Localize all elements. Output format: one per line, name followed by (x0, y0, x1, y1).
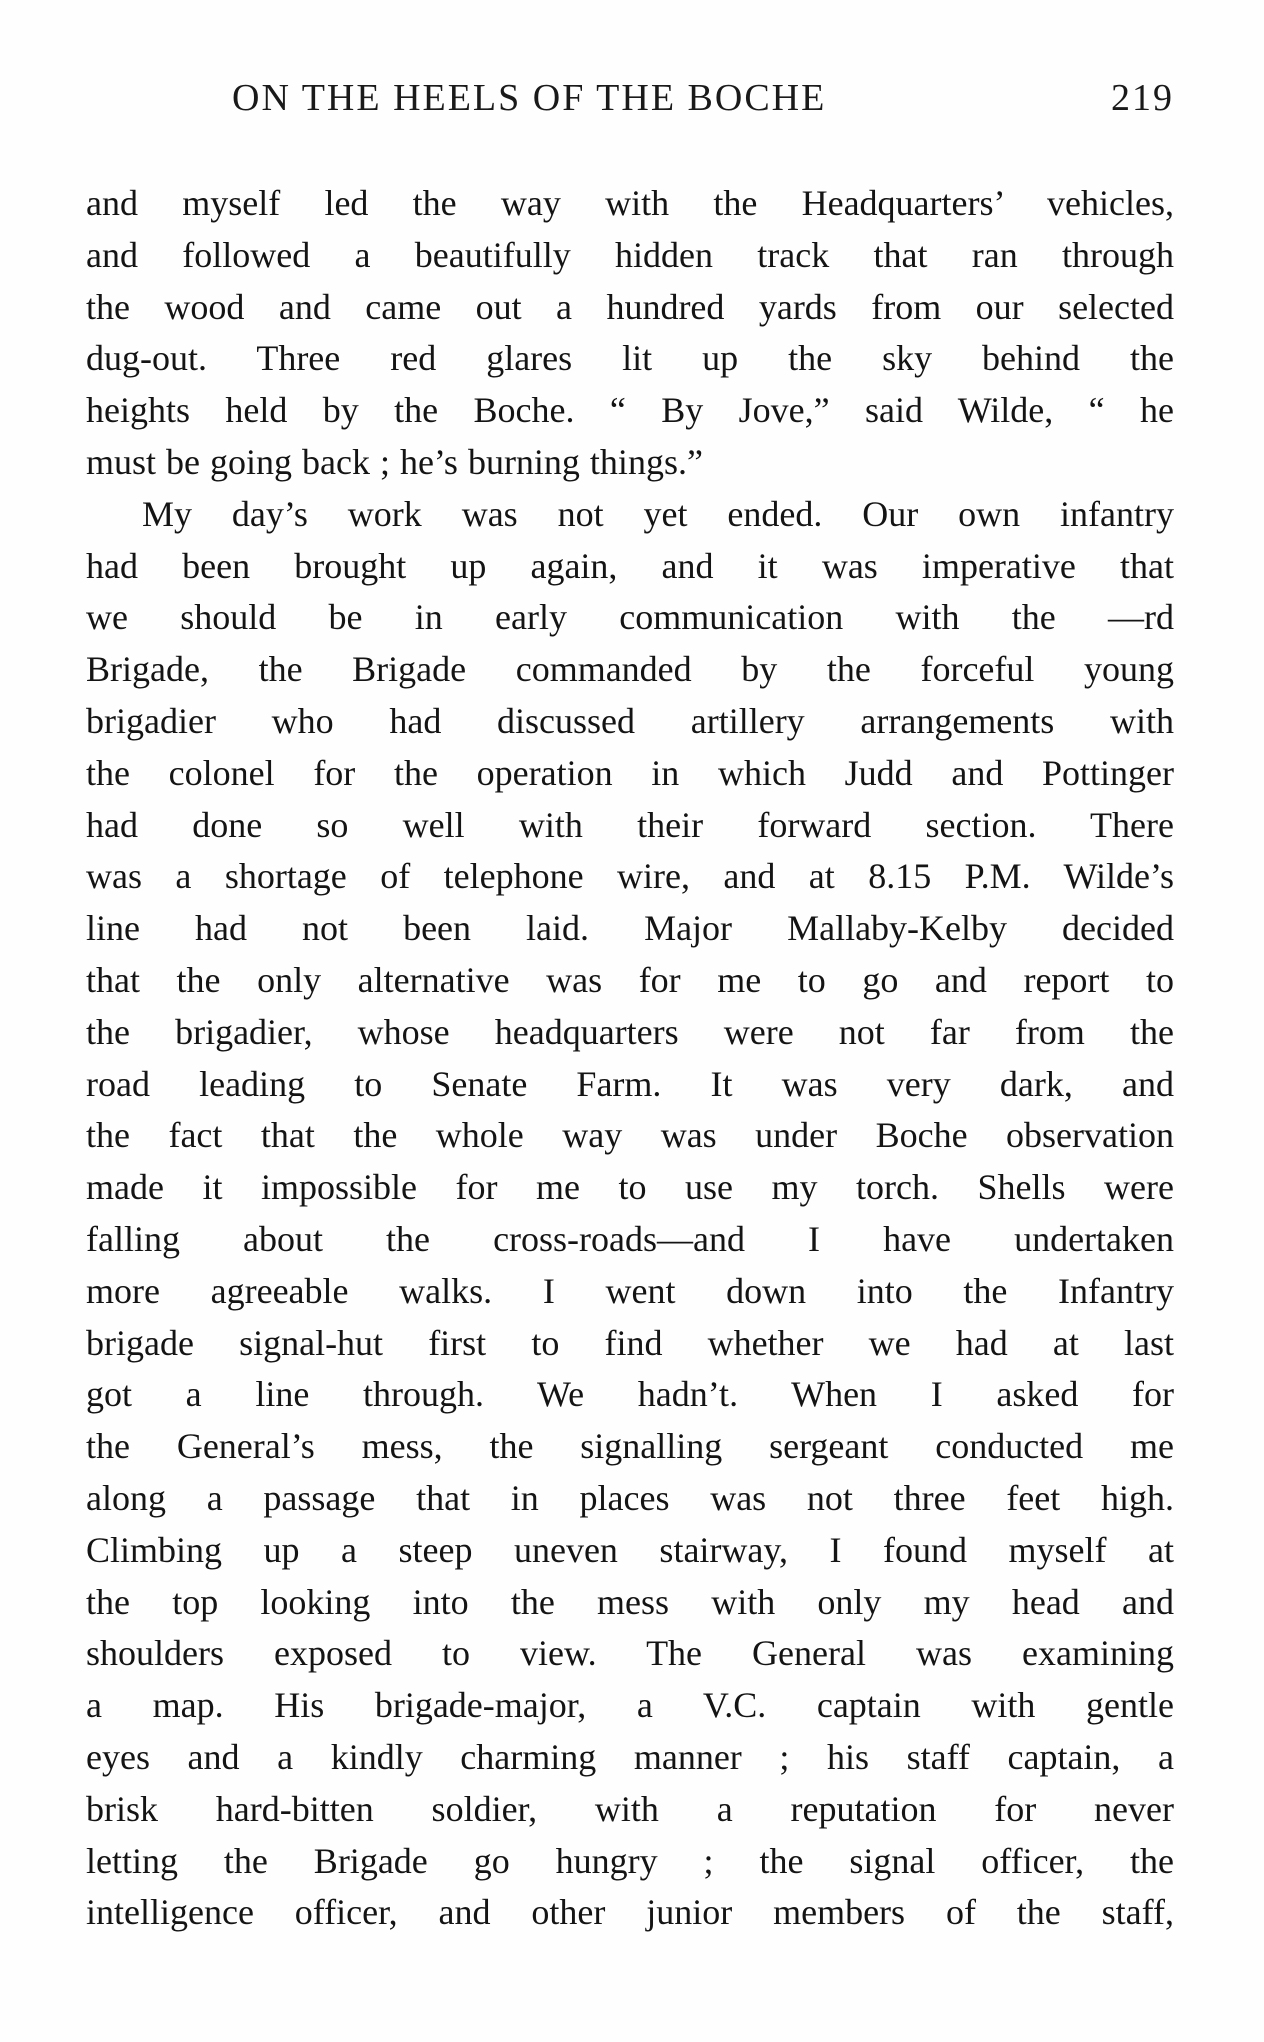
text-line: brigadier who had discussed artillery arrangements with (86, 700, 1174, 741)
text-line: was a shortage of telephone wire, and at 8.15 P.M. Wilde’s (86, 856, 1174, 897)
text-line: a map. His brigade-major, a V.C. captain with gentle (86, 1685, 1174, 1726)
running-head (86, 76, 1174, 132)
text-line: had been brought up again, and it was imperative that (86, 545, 1174, 586)
text-line: the colonel for the operation in which Judd and Pottinger (86, 752, 1174, 793)
text-line: made it impossible for me to use my torch. Shells were (86, 1167, 1174, 1208)
text-line: Climbing up a steep uneven stairway, I found myself at (86, 1529, 1174, 1570)
text-line: the General’s mess, the signalling sergeant conducted me (86, 1426, 1174, 1467)
text-line: must be going back ; he’s burning things.” (86, 441, 703, 482)
text-line: dug-out. Three red glares lit up the sky behind the (86, 338, 1174, 379)
text-line: Brigade, the Brigade commanded by the forceful young (86, 649, 1174, 690)
text-line: and followed a beautifully hidden track that ran through (86, 234, 1174, 275)
text-line: that the only alternative was for me to go and report to (86, 959, 1174, 1000)
text-line: line had not been laid. Major Mallaby-Kelby decided (86, 908, 1174, 949)
text-line: the wood and came out a hundred yards from our selected (86, 286, 1174, 327)
text-line: brigade signal-hut first to find whether we had at last (86, 1322, 1174, 1363)
text-line: shoulders exposed to view. The General was examining (86, 1633, 1174, 1674)
text-line: got a line through. We hadn’t. When I asked for (86, 1374, 1174, 1415)
running-title: ON THE HEELS OF THE BOCHE (232, 77, 827, 119)
text-line: the top looking into the mess with only my head and (86, 1581, 1174, 1622)
text-line: and myself led the way with the Headquarters’ vehicles, (86, 183, 1174, 223)
text-line: intelligence officer, and other junior members of the staff, (86, 1892, 1174, 1933)
text-line: heights held by the Boche. “ By Jove,” said Wilde, “ he (86, 390, 1174, 431)
text-line: road leading to Senate Farm. It was very dark, and (86, 1063, 1174, 1104)
text-line: falling about the cross-roads—and I have undertaken (86, 1218, 1174, 1259)
text-line: more agreeable walks. I went down into the Infantry (86, 1270, 1174, 1311)
page-number: 219 (1111, 77, 1174, 119)
text-line: brisk hard-bitten soldier, with a reputation for never (86, 1788, 1174, 1829)
text-line: the brigadier, whose headquarters were not far from the (86, 1011, 1174, 1052)
text-line: had done so well with their forward section. There (86, 804, 1174, 845)
text-line: along a passage that in places was not three feet high. (86, 1477, 1174, 1518)
text-line: eyes and a kindly charming manner ; his staff captain, a (86, 1736, 1174, 1777)
text-line: letting the Brigade go hungry ; the signal officer, the (86, 1840, 1174, 1881)
text-line: we should be in early communication with the —rd (86, 597, 1174, 638)
paragraph-start-line: My day’s work was not yet ended. Our own infantry (142, 493, 1174, 534)
body-text (86, 178, 1174, 1939)
text-line: the fact that the whole way was under Boche observation (86, 1115, 1174, 1156)
